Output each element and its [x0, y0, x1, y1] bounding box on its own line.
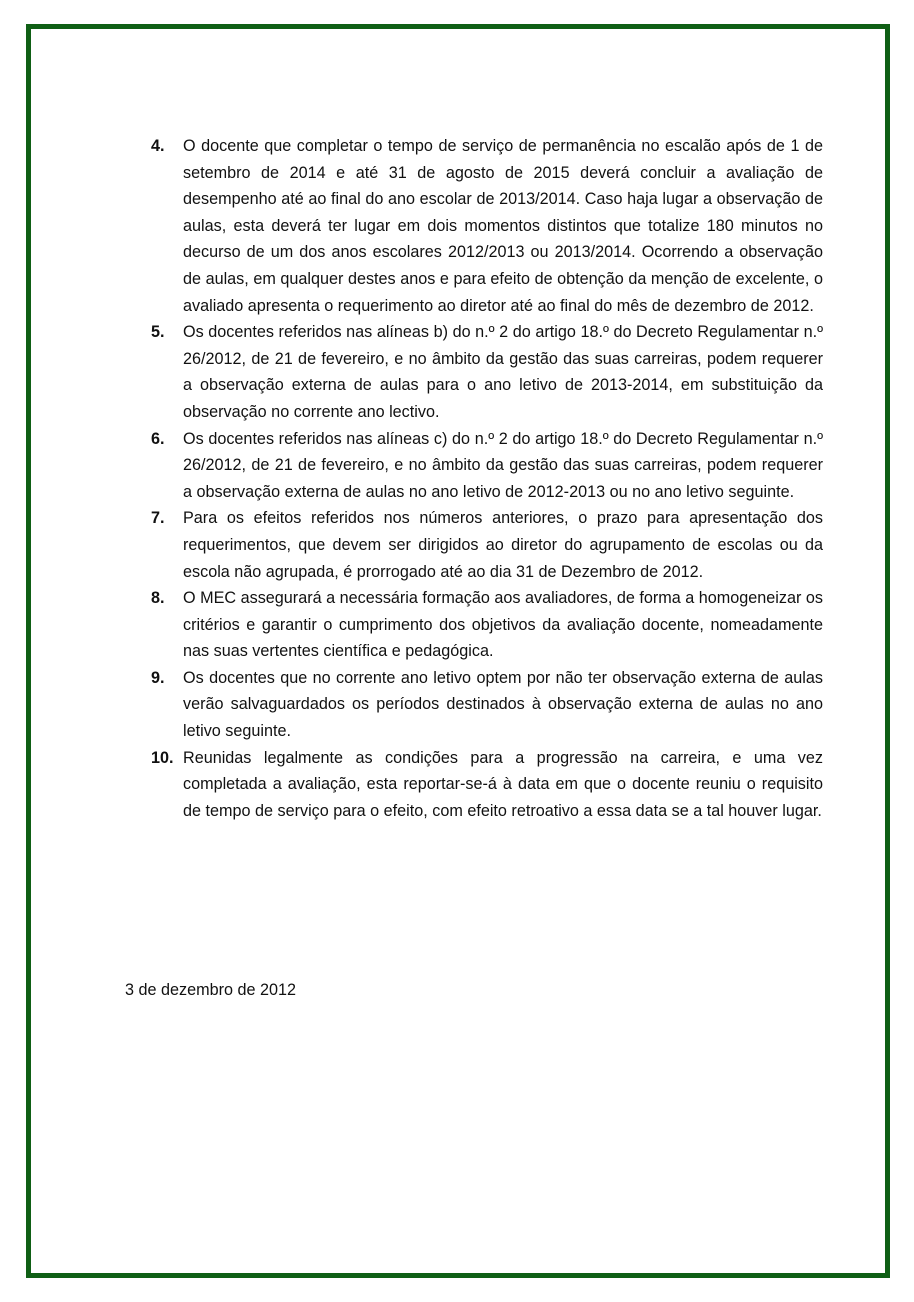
page-border-frame	[26, 24, 890, 1278]
document-date: 3 de dezembro de 2012	[125, 981, 296, 999]
item-number: 8.	[151, 589, 165, 608]
list-item	[151, 319, 823, 425]
list-item	[151, 745, 823, 825]
item-text: Os docentes que no corrente ano letivo optem por não ter observação externa de aulas verão salvaguardados os períodos destinados à observação externa de aulas no ano letivo seguinte.	[183, 668, 823, 741]
item-text: Os docentes referidos nas alíneas c) do n.º 2 do artigo 18.º do Decreto Regulamentar n.º 26/2012, de 21 de fevereiro, e no âmbito da gestão das suas carreiras, podem requerer a observação externa de aulas no ano letivo de 2012-2013 ou no ano letivo seguinte.	[183, 429, 823, 501]
item-text: O MEC assegurará a necessária formação aos avaliadores, de forma a homogeneizar os critérios e garantir o cumprimento dos objetivos da avaliação docente, nomeadamente nas suas vertentes científica e pedagógica.	[183, 589, 823, 661]
item-text: O docente que completar o tempo de serviço de permanência no escalão após de 1 de setembro de 2014 e até 31 de agosto de 2015 deverá concluir a avaliação de desempenho até ao final do ano escolar de 2013/2014. Caso haja lugar a observação de aulas, esta deverá ter lugar em dois momentos distintos que totalize 180 minutos no decurso de um dos anos escolares 2012/2013 ou 2013/2014. Ocorrendo a observação de aulas, em qualquer destes anos e para efeito de obtenção da menção de excelente, o avaliado apresenta o requerimento ao diretor até ao final do mês de dezembro de 2012.	[183, 137, 823, 315]
item-number: 9.	[151, 668, 165, 687]
list-item	[151, 133, 823, 319]
list-item	[151, 505, 823, 585]
item-number: 6.	[151, 429, 165, 448]
item-text: Para os efeitos referidos nos números anteriores, o prazo para apresentação dos requerimentos, que devem ser dirigidos ao diretor do agrupamento de escolas ou da escola não agrupada, é prorrogado até ao dia 31 de Dezembro de 2012.	[183, 509, 823, 581]
list-item	[151, 585, 823, 665]
item-text: Os docentes referidos nas alíneas b) do n.º 2 do artigo 18.º do Decreto Regulamentar n.º 26/2012, de 21 de fevereiro, e no âmbito da gestão das suas carreiras, podem requerer a observação externa de aulas para o ano letivo de 2013-2014, em substituição da observação no corrente ano lectivo.	[183, 323, 823, 421]
item-text: Reunidas legalmente as condições para a progressão na carreira, e uma vez completada a avaliação, esta reportar-se-á à data em que o docente reuniu o requisito de tempo de serviço para o efeito, com efeito retroativo a essa data se a tal houver lugar.	[183, 748, 823, 820]
list-item	[151, 665, 823, 745]
item-number: 4.	[151, 137, 165, 155]
list-item	[151, 426, 823, 506]
item-number: 10.	[151, 748, 174, 767]
item-number: 7.	[151, 509, 165, 528]
numbered-list	[151, 133, 823, 824]
item-number: 5.	[151, 323, 165, 342]
